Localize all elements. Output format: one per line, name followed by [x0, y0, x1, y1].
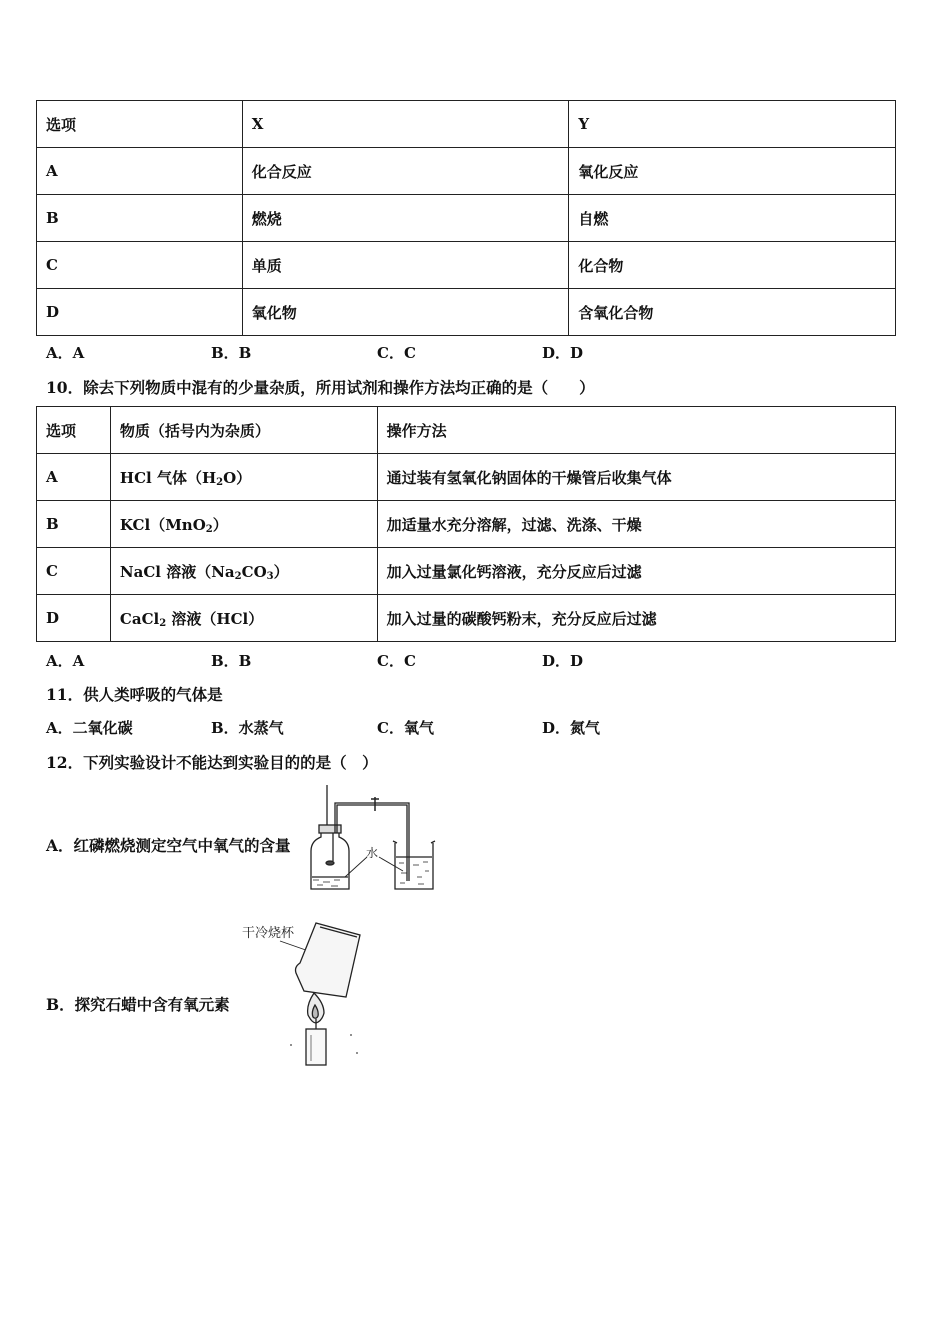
table-cell: 燃烧: [242, 195, 569, 242]
answer-option: A．A: [46, 344, 85, 362]
label-water: 水: [366, 846, 379, 860]
answer-option: A．二氧化碳: [46, 719, 133, 737]
table-row: [37, 101, 896, 148]
apparatus-phosphorus-diagram: [305, 785, 440, 895]
table-cell: D: [37, 595, 111, 642]
question-10: 10．除去下列物质中混有的少量杂质，所用试剂和操作方法均正确的是（ ）: [46, 378, 595, 397]
table-cell: 氧化反应: [569, 148, 896, 195]
table-impurities: [36, 406, 896, 642]
answer-option: B．B: [211, 652, 252, 670]
question-12: 12．下列实验设计不能达到实验目的的是（ ）: [46, 753, 378, 772]
table-row: [37, 289, 896, 336]
table-header-cell: X: [242, 101, 569, 148]
table-cell: 加入过量氯化钙溶液，充分反应后过滤: [377, 548, 895, 595]
substance-cell: NaCl 溶液$(Na_2CO_3)$: [110, 548, 377, 595]
answer-option: C．C: [377, 344, 416, 362]
option-b-text: B．探究石蜡中含有氧元素: [46, 995, 230, 1014]
table-cell: 加入过量的碳酸钙粉末，充分反应后过滤: [377, 595, 895, 642]
substance-cell: HCl 气体$(H_2O)$: [110, 454, 377, 501]
answer-option: D．氮气: [542, 719, 601, 737]
answer-option: C．氧气: [377, 719, 434, 737]
table-row: [37, 407, 896, 454]
substance-cell: KCl（MnO$_2$）: [110, 501, 377, 548]
table-cell: C: [37, 242, 243, 289]
table-cell: 通过装有氢氧化钠固体的干燥管后收集气体: [377, 454, 895, 501]
answer-option: C．C: [377, 652, 416, 670]
table-cell: 化合反应: [242, 148, 569, 195]
apparatus-candle-diagram: [238, 915, 368, 1070]
table-cell: A: [37, 454, 111, 501]
table-cell: 氧化物: [242, 289, 569, 336]
table-cell: 自燃: [569, 195, 896, 242]
answer-option: D．D: [542, 652, 584, 670]
table-cell: C: [37, 548, 111, 595]
table-cell: B: [37, 195, 243, 242]
table-header-cell: 选项: [37, 101, 243, 148]
answer-option: B．水蒸气: [211, 719, 284, 737]
substance-cell: CaCl$_2$ 溶液（HCl）: [110, 595, 377, 642]
option-a-text: A．红磷燃烧测定空气中氧气的含量: [46, 836, 291, 855]
table-cell: D: [37, 289, 243, 336]
table-header-cell: 操作方法: [377, 407, 895, 454]
table-cell: A: [37, 148, 243, 195]
table-header-cell: 选项: [37, 407, 111, 454]
table-cell: 加适量水充分溶解，过滤、洗涤、干燥: [377, 501, 895, 548]
table-row: [37, 242, 896, 289]
table-row: [37, 454, 896, 501]
label-beaker: 干冷烧杯: [242, 926, 295, 941]
question-11: 11．供人类呼吸的气体是: [46, 685, 223, 704]
table-xy: [36, 100, 896, 336]
table-cell: 单质: [242, 242, 569, 289]
table-row: [37, 195, 896, 242]
answer-option: B．B: [211, 344, 252, 362]
answer-option: A．A: [46, 652, 85, 670]
table-row: [37, 148, 896, 195]
table-header-cell: 物质（括号内为杂质）: [110, 407, 377, 454]
table-row: [37, 595, 896, 642]
table-row: [37, 501, 896, 548]
answer-option: D．D: [542, 344, 584, 362]
table-cell: 含氧化合物: [569, 289, 896, 336]
table-cell: 化合物: [569, 242, 896, 289]
table-row: [37, 548, 896, 595]
table-header-cell: Y: [569, 101, 896, 148]
table-cell: B: [37, 501, 111, 548]
